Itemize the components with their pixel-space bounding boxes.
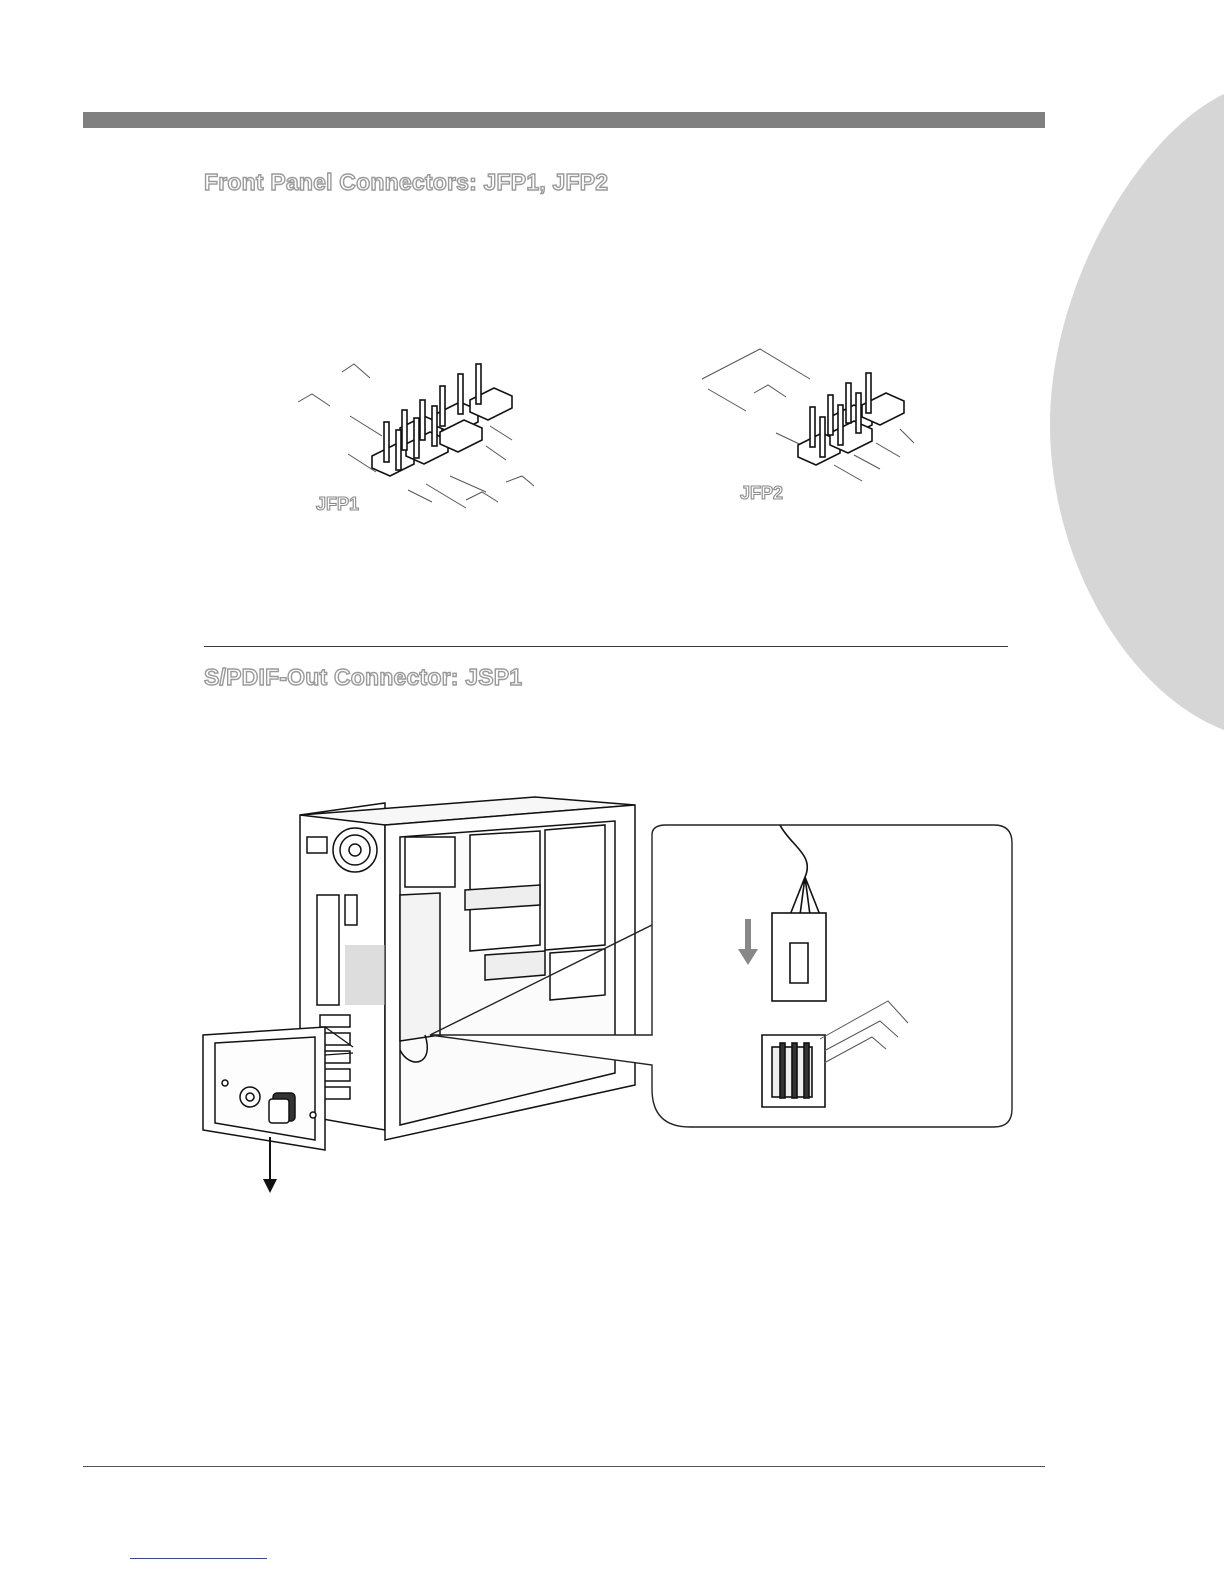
jfp2-label: JFP2 (740, 483, 784, 503)
section-divider (204, 646, 1008, 647)
chapter-side-tab (1030, 94, 1224, 730)
spdif-cable-connector-icon (420, 825, 1015, 1130)
connector-jfp2-icon (700, 345, 930, 495)
footer-link-underline[interactable] (130, 1558, 267, 1559)
section-heading-spdif: S/PDIF-Out Connector: JSP1 (204, 664, 523, 690)
jfp1-label: JFP1 (316, 494, 360, 514)
section-heading-front-panel: Front Panel Connectors: JFP1, JFP2 (204, 169, 609, 195)
header-bar (83, 112, 1045, 128)
footer-rule (83, 1466, 1045, 1467)
